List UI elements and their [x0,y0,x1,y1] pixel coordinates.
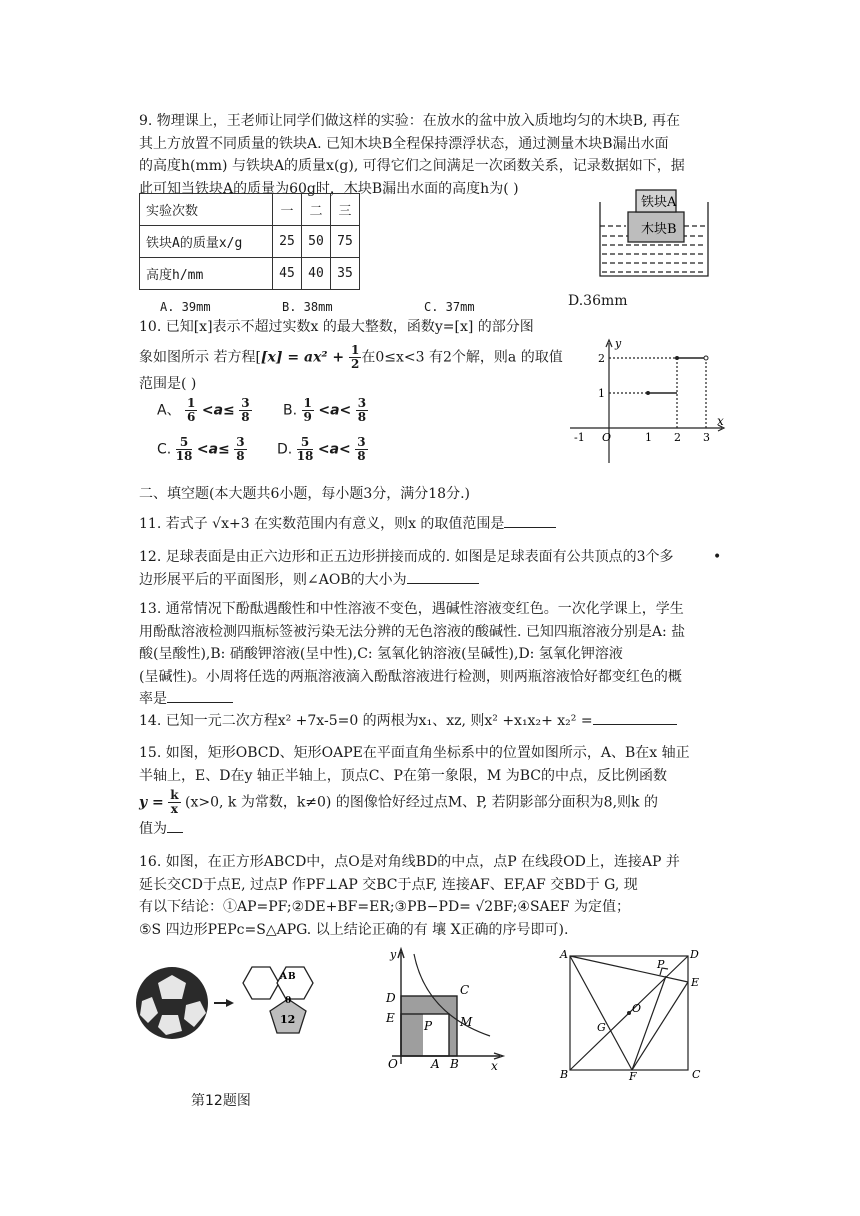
graph-x-axis-label: x [717,414,724,428]
table-cell: 实验次数 [140,194,273,226]
option-label: B. [283,402,298,419]
point-c-label: C [460,983,470,997]
fraction [302,397,314,424]
fig12-caption: 第12题图 [191,1093,251,1109]
fig15-rectangles-figure [378,944,508,1074]
point-b-label: B [450,1057,459,1071]
graph-x-tick: -1 [574,431,585,444]
fraction-denominator: 8 [357,410,367,424]
fig12-soccer-ball-figure [134,957,334,1047]
variable: a [329,441,340,458]
wood-label: 木块B [641,222,677,237]
label-a: A [280,972,287,982]
relation: < [339,402,352,419]
label-twelve: 12 [280,1013,296,1026]
q13-line: 用酚酞溶液检测四瓶标签被污染无法分辨的无色溶液的酸碱性. 已知四瓶溶液分别是A: 盐 [139,623,686,640]
graph-origin-label: O [602,431,612,444]
graph-y-tick: 2 [598,352,605,365]
label-o: 0 [285,996,292,1006]
point-o-label: O [388,1057,398,1071]
fraction-denominator: 8 [241,410,250,424]
vertex-a-label: A [560,948,568,961]
relation: < [339,441,351,458]
q10-line2 [139,344,563,371]
fraction-numerator: 3 [241,396,250,410]
q10-line2-prefix: 象如图所示 若方程[ [139,349,261,366]
answer-blank[interactable] [167,818,183,833]
axis-y-label: y [390,948,397,961]
q10-line2-suffix: 在0≤x<3 有2个解，则a 的取值 [361,349,563,366]
fraction-denominator: x [170,802,178,816]
fraction-denominator: 18 [296,449,314,463]
fraction [234,436,246,463]
q10-equation: [x] = ax² + [260,349,350,366]
point-m-label: M [460,1015,473,1029]
q16-line: ⑤S 四边形PEPc=S△APG. 以上结论正确的有 壤 X正确的序号即可). [139,921,569,938]
question-14 [139,710,677,732]
q11-text: 11. 若式子 √x+3 在实数范围内有意义，则x 的取值范围是 [139,516,505,532]
graph-x-tick: 1 [645,431,652,444]
q9-line: 其上方放置不同质量的铁块A. 已知木块B全程保持漂浮状态，通过测量木块B漏出水面 [139,135,669,152]
q15-line: 15. 如图，矩形OBCD、矩形OAPE在平面直角坐标系中的位置如图所示，A、B在x 轴正 [139,745,690,761]
function-fraction [168,789,180,816]
q10-floor-function-graph [562,335,732,470]
section-2-heading: 二、填空题(本大题共6小题，每小题3分，满分18分.) [139,486,471,502]
table-cell: 二 [302,194,331,226]
option-label: A、 [157,402,181,419]
relation: < [317,441,330,458]
relation: ≤ [218,441,230,458]
table-cell: 25 [273,226,302,258]
fraction-denominator: 8 [236,449,245,463]
iron-label: 铁块A [641,195,677,210]
answer-blank[interactable] [504,513,556,528]
question-13 [139,598,715,711]
variable: a [208,441,219,458]
answer-blank[interactable] [167,688,233,703]
relation: ≤ [223,402,235,419]
q13-line-text: 率是 [139,691,167,707]
answer-blank[interactable] [593,710,677,725]
point-f-label: F [629,1070,637,1080]
q9-line: 9. 物理课上，王老师让同学们做这样的实验：在放水的盆中放入质地均匀的木块B, 再在 [139,113,680,129]
fig16-square-figure [556,946,706,1080]
table-row [140,226,360,258]
q13-line: 13. 通常情况下酚酞遇酸性和中性溶液不变色，遇碱性溶液变红色。一次化学课上，学生 [139,601,684,617]
q10-line1: 10. 已知[x]表示不超过实数x 的最大整数，函数y=[x] 的部分图 [139,319,534,335]
point-e-label: E [691,976,700,989]
fraction-numerator: 1 [187,396,196,410]
table-cell: 高度h/mm [140,258,273,290]
table-cell: 45 [273,258,302,290]
fraction-denominator: 18 [175,449,193,463]
graph-x-tick: 2 [674,431,681,444]
fraction-denominator: 2 [351,357,360,371]
q10-option-a [157,397,252,424]
question-9-text [139,110,715,200]
bullet-dot: • [713,549,722,565]
fraction-numerator: 3 [357,435,366,449]
question-11 [139,513,556,535]
fraction [176,436,193,463]
q10-option-b [283,397,368,424]
relation: < [318,402,331,419]
table-cell: 40 [302,258,331,290]
variable: a [330,402,340,419]
option-label: C. [157,441,172,458]
function-lhs: y = [139,794,164,811]
q15-line4-text: 值为 [139,821,167,837]
q10-line3: 范围是( ) [139,376,197,392]
point-g-label: G [597,1021,606,1034]
q10-half-fraction [349,344,361,371]
q16-line: 16. 如图，在正方形ABCD中，点O是对角线BD的中点，点P 在线段OD上，连接AP 并 [139,854,680,870]
point-o-label: O [632,1002,642,1015]
fraction [297,436,314,463]
vertex-c-label: C [692,1068,701,1080]
fraction-numerator: 1 [303,396,312,410]
q13-line: 酸(呈酸性),B: 硝酸钾溶液(呈中性),C: 氢氧化钠溶液(呈碱性),D: 氢氧化钾溶液 [139,646,623,662]
q9-basin-figure [596,188,716,283]
q15-line4 [139,818,183,840]
fraction [355,436,367,463]
table-cell: 铁块A的质量x/g [140,226,273,258]
table-cell: 一 [273,194,302,226]
fraction [185,397,197,424]
table-cell: 35 [331,258,360,290]
graph-y-axis-label: y [615,337,622,350]
label-b: B [288,972,296,982]
point-p-label: P [657,958,665,971]
fraction-denominator: 9 [303,410,312,424]
question-12 [139,546,715,591]
point-a-label: A [431,1057,440,1071]
q14-text: 14. 已知一元二次方程x² +7x-5=0 的两根为x₁、xz, 则x² +x₁x₂+ x₂² = [139,713,593,729]
variable: a [213,402,224,419]
q12-line-text: 边形展平后的平面图形，则∠AOB的大小为 [139,571,407,588]
question-15 [139,742,715,787]
q16-line: 延长交CD于点E, 过点P 作PF⊥AP 交BC于点F, 连接AF、EF,AF 交BD于 G, 现 [139,876,638,893]
question-16 [139,851,715,941]
point-e-label: E [386,1011,395,1025]
q13-line [139,688,715,711]
fraction-denominator: 6 [187,410,196,424]
table-cell: 75 [331,226,360,258]
fraction-numerator: 5 [176,436,193,450]
relation: < [196,441,209,458]
graph-x-tick: 3 [703,431,710,444]
fraction-numerator: 1 [351,343,360,357]
fraction-denominator: 8 [357,449,366,463]
q9-line: 的高度h(mm) 与铁块A的质量x(g), 可得它们之间满足一次函数关系，记录数据如下，据 [139,158,685,174]
table-cell: 三 [331,194,360,226]
q9-line: 此可知当铁块A的质量为60g时，木块B漏出水面的高度h为( ) [139,180,519,197]
q15-line3-text: (x>0, k 为常数，k≠0) 的图像恰好经过点M、P, 若阴影部分面积为8,则k 的 [184,794,658,811]
q15-line3 [139,789,658,816]
fraction-numerator: 3 [357,396,367,410]
relation: < [201,402,214,419]
answer-blank[interactable] [407,569,479,584]
table-cell: 50 [302,226,331,258]
axis-x-label: x [491,1059,498,1073]
vertex-d-label: D [690,948,699,961]
q10-option-d [277,436,368,463]
graph-y-tick: 1 [598,387,605,400]
fraction-numerator: 5 [297,436,314,450]
fraction [356,397,368,424]
fraction-numerator: 3 [236,435,245,449]
fraction [239,397,251,424]
q16-line: 有以下结论：①AP=PF;②DE+BF=ER;③PB−PD= √2BF;④SAEF 为定值； [139,899,631,915]
experiment-table [139,193,360,290]
q13-line: (呈碱性)。小周将任选的两瓶溶液滴入酚酞溶液进行检测，则两瓶溶液恰好都变红色的概 [139,668,682,685]
table-row [140,258,360,290]
vertex-b-label: B [560,1068,569,1080]
q15-line: 半轴上，E、D在y 轴正半轴上，顶点C、P在第一象限，M 为BC的中点，反比例函数 [139,767,667,784]
q12-line: 12. 足球表面是由正六边形和正五边形拼接而成的. 如图是足球表面有公共顶点的3个多 [139,549,674,565]
q10-option-c [157,436,247,463]
table-row [140,194,360,226]
q12-line [139,569,715,592]
point-d-label: D [386,991,396,1005]
q9-option-a: A. 39mm [160,300,211,314]
point-p-label: P [424,1019,433,1033]
fraction-numerator: k [170,788,179,802]
option-label: D. [277,441,293,458]
q9-option-c: C. 37mm [424,300,475,314]
q9-option-b: B. 38mm [282,300,333,314]
q9-option-d: D.36mm [568,293,628,309]
